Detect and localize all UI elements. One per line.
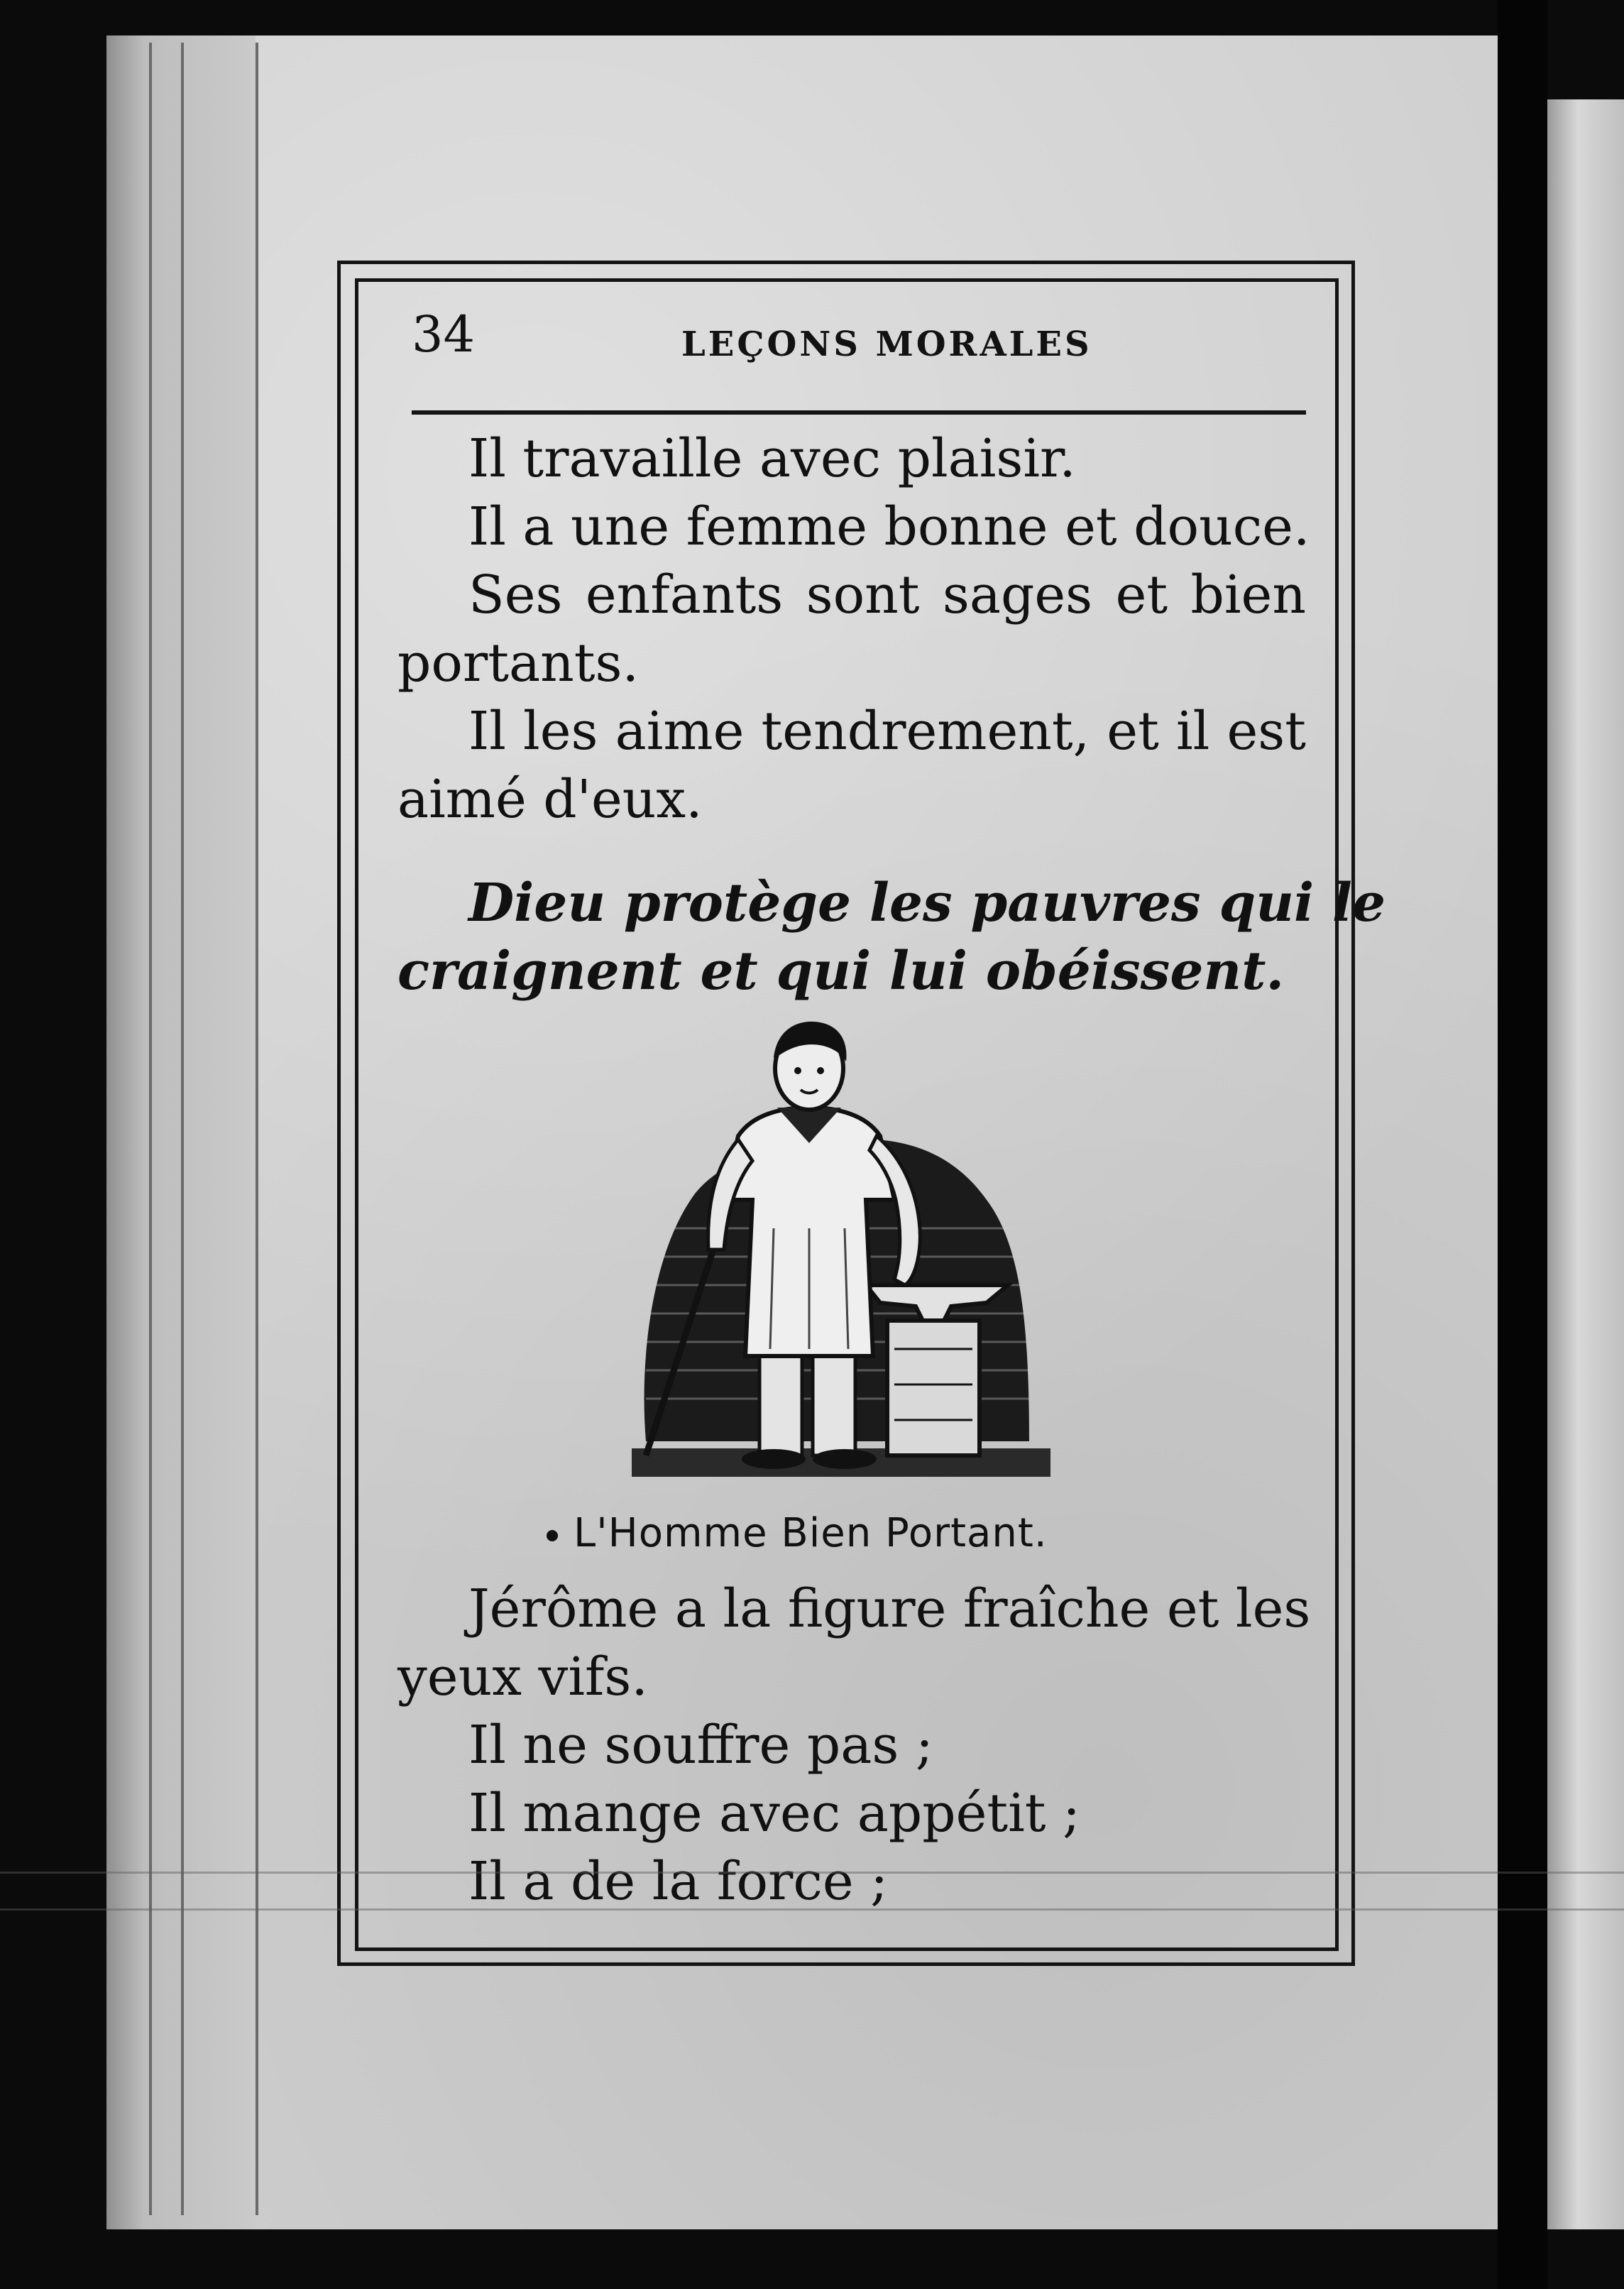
blacksmith-engraving <box>632 1015 1050 1477</box>
book-gutter-shadow <box>1498 0 1547 2289</box>
text-line: Ses enfants sont sages et bien <box>468 564 1306 625</box>
figure-shoe <box>742 1449 806 1469</box>
text-line: Il a de la force ; <box>468 1851 889 1912</box>
page-number: 34 <box>412 305 476 364</box>
figure-shoe <box>813 1449 877 1469</box>
moral-line: Dieu protège les pauvres qui le <box>468 873 1386 934</box>
text-line: yeux vifs. <box>397 1646 648 1708</box>
scanner-line-artifact <box>0 1872 1624 1874</box>
page-edge-line <box>149 43 152 2215</box>
text-line: Il a une femme bonne et douce. <box>468 496 1310 557</box>
page-edge-line <box>181 43 184 2215</box>
passage-bottom <box>397 1575 1311 1916</box>
illustration-caption <box>547 1512 1048 1555</box>
text-line: Il les aime tendrement, et il est <box>468 701 1306 762</box>
scanner-line-artifact <box>0 1908 1624 1911</box>
text-line: Il travaille avec plaisir. <box>468 428 1076 489</box>
text-line: Jérôme a la figure fraîche et les <box>468 1578 1311 1639</box>
moral-line: craignent et qui lui obéissent. <box>397 941 1285 1002</box>
header-rule <box>412 410 1306 415</box>
text-line: Il mange avec appétit ; <box>468 1783 1080 1844</box>
anvil-block <box>887 1321 980 1455</box>
caption-text: L'Homme Bien Portant. <box>574 1510 1048 1556</box>
figure-leg-right <box>813 1349 855 1455</box>
moral-text <box>397 869 1386 1005</box>
text-line: aimé d'eux. <box>397 769 703 830</box>
running-head <box>397 298 1306 369</box>
passage-top <box>397 425 1310 834</box>
caption-ornament-dot <box>547 1530 558 1541</box>
figure-leg-left <box>759 1349 802 1455</box>
text-line: portants. <box>397 633 640 694</box>
page-edge-line <box>256 43 258 2215</box>
text-line: Il ne souffre pas ; <box>468 1715 933 1776</box>
running-title: LEÇONS MORALES <box>681 324 1092 364</box>
